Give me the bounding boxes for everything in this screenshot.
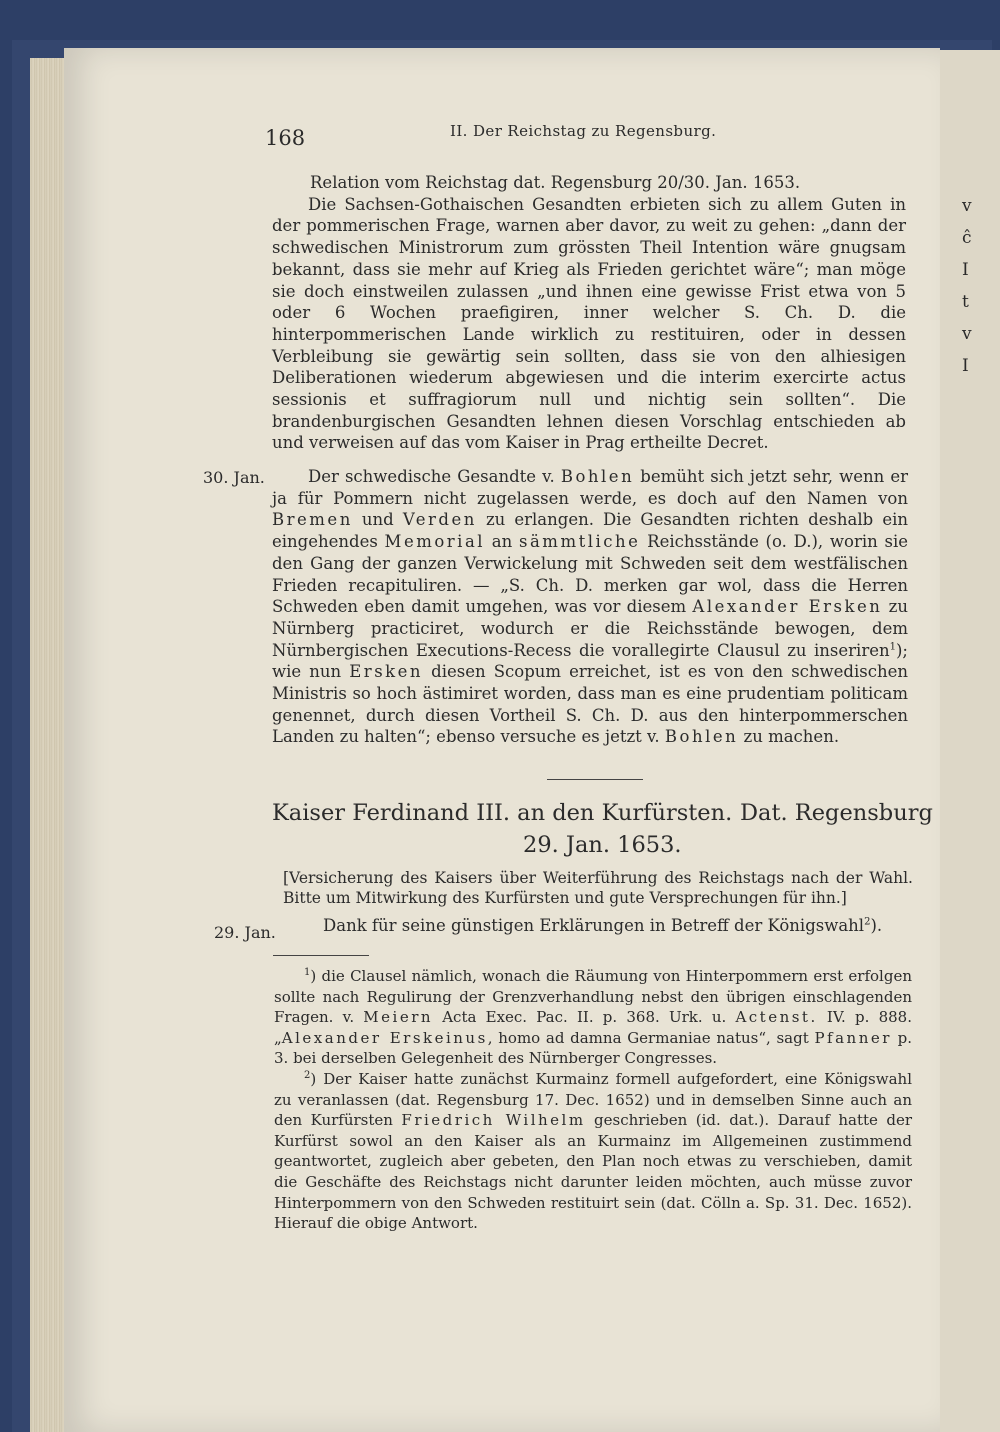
text-run: p. 3. bei derselben Gelegenheit des Nürnberger Congresses. — [274, 1028, 912, 1068]
text-run: Der schwedische Gesandte v. — [308, 467, 561, 486]
text-run: , homo ad damna Germaniae natus“, sagt — [487, 1028, 815, 1047]
text-run: zu machen. — [738, 727, 840, 747]
spaced-name: Ersken — [349, 662, 424, 682]
text-run: diesen Scopum erreichet, ist es von den schwedischen Ministris so hoch ästimiret worden, dass man es eine prudentiam politicam genennet, durch diesen Vortheil S. Ch. D. aus den hinterpommerschen Landen zu halten“; ebenso versuche es jetzt v. — [272, 662, 908, 747]
section-divider — [547, 779, 643, 780]
text-run: Reichsstände (o. D.), worin sie den Gang der ganzen Verwickelung mit Schweden seit dem westfälischen Frieden recapituliren. — „S. Ch. D. merken gar wol, dass die Herren Schweden eben damit umgehen, was vor diesem — [272, 532, 908, 617]
text-run: zu Nürnberg practiciret, wodurch er die Reichsstände bewogen, dem Nürnbergischen Executions-Recess die vorallegirte Clausul zu inseriren — [272, 597, 908, 660]
footnote-divider — [273, 955, 369, 956]
footnote-mark: 1 — [304, 967, 311, 978]
document-text — [323, 916, 882, 935]
text-run: bemüht sich jetzt sehr, wenn er ja für Pommern nicht zugelassen werde, es doch auf den Namen von — [272, 467, 909, 508]
spaced-name: Alexander Ersken — [692, 597, 883, 617]
spaced-name: Actenst. — [735, 1008, 818, 1027]
spaced-name: Pfanner — [814, 1028, 892, 1047]
jan30-section — [272, 466, 908, 748]
spaced-name: Bohlen — [560, 467, 635, 486]
spaced-name: Verden — [402, 510, 477, 530]
text-run: zu erlangen. Die Gesandten richten deshalb ein eingehendes — [272, 510, 908, 552]
document-title-dat: Dat. Regensburg — [740, 800, 933, 826]
spaced-name: Meiern — [363, 1008, 434, 1027]
spaced-name: Alexander Erskeinus — [281, 1028, 488, 1047]
next-page-fragment: t — [962, 292, 969, 312]
spaced-name: sämmtliche — [519, 532, 641, 552]
relation-text: Die Sachsen-Gothaischen Gesandten erbieten sich zu allem Guten in der pommerischen Frage, warnen aber davor, zu weit zu gehen: „dann der schwedischen Ministrorum zum grössten Theil Intention wäre gnugsam bekannt, dass sie mehr auf Krieg als Frieden gerichtet wäre“; man möge sie doch einstweilen zulassen „und ihnen eine gewisse Frist etwa von 5 oder 6 Wochen praefigiren, inner welcher S. Ch. D. die hinterpommerischen Lande wirklich zu restituiren, oder in dessen Verbleibung sie gewärtig sein sollten, dass sie von den alhiesigen Deliberationen wiederum abgewiesen und die interim exercirte actus sessionis et suffragiorum null und nichtig sein sollten“. Die brandenburgischen Gesandten lehnen diesen Vorschlag entschieden ab und verweisen auf das vom Kaiser in Prag ertheilte Decret. — [272, 194, 906, 453]
text-run: und — [352, 510, 403, 530]
text-run: ) Der Kaiser hatte zunächst Kurmainz formell aufgefordert, eine Königswahl zu veranlassen (dat. Regensburg 17. Dec. 1652) und in demselben Sinne auch an den Kurfürsten — [274, 1069, 912, 1130]
document-summary: [Versicherung des Kaisers über Weiterführung des Reichstags nach der Wahl. Bitte um Mitwirkung des Kurfürsten und gute Versprechungen für ihn.] — [283, 869, 913, 907]
running-title: II. Der Reichstag zu Regensburg. — [450, 122, 717, 140]
text-run: IV. p. 888. „ — [274, 1008, 912, 1047]
margin-date-29-jan: 29. Jan. — [214, 923, 276, 942]
spaced-name: Memorial — [384, 532, 486, 552]
document-title-line2: 29. Jan. 1653. — [523, 832, 682, 858]
text-run: geschrieben (id. dat.). Darauf hatte der Kurfürst sowol an den Kaiser als an Kurmainz im Allgemeinen zustimmend geantwortet, zugleich aber gebeten, den Plan noch etwas zu verschieben, damit die Geschäfte des Reichstags nicht darunter leiden möchten, auch müsse zuvor Hinterpommern von den Schweden restituirt sein (dat. Cölln a. Sp. 31. Dec. 1652). Hierauf die obige Antwort. — [274, 1111, 913, 1233]
jan30-paragraph — [272, 466, 908, 748]
footnote-ref: 2 — [864, 916, 871, 928]
relation-section — [272, 172, 906, 454]
footnote-1 — [274, 966, 912, 1069]
page-block-edge — [30, 58, 64, 1432]
page-number: 168 — [265, 126, 306, 150]
text-run: Dank für seine günstigen Erklärungen in Betreff der Königswahl — [323, 916, 865, 935]
text-run: an — [485, 532, 519, 552]
footnote-mark: 2 — [304, 1069, 311, 1081]
next-page-fragment: v — [962, 196, 972, 216]
document-title-line1: Kaiser Ferdinand III. an den Kurfürsten. — [272, 800, 733, 826]
text-run: ). — [870, 916, 883, 935]
next-page-fragment: I — [962, 260, 969, 280]
footnotes — [274, 966, 912, 1234]
next-page-fragment: I — [962, 356, 969, 376]
text-run: ) die Clausel nämlich, wonach die Räumung von Hinterpommern erst erfolgen sollte nach Regulirung der Grenzverhandlung nebst den übrigen einschlagenden Fragen. v. — [274, 967, 912, 1027]
margin-date-30-jan: 30. Jan. — [203, 468, 265, 487]
footnote-2 — [274, 1069, 912, 1234]
text-run: ); wie nun — [272, 640, 908, 682]
spaced-name: Bohlen — [664, 727, 739, 747]
text-run: Acta Exec. Pac. II. p. 368. Urk. u. — [433, 1008, 736, 1027]
spaced-name: Bremen — [272, 510, 353, 530]
footnote-ref: 1 — [889, 641, 896, 653]
spaced-name: Friedrich Wilhelm — [401, 1111, 586, 1130]
next-page-edge — [940, 50, 1000, 1432]
next-page-fragment: ĉ — [962, 228, 972, 248]
relation-heading: Relation vom Reichstag dat. Regensburg 20/30. Jan. 1653. — [310, 173, 801, 192]
next-page-fragment: v — [962, 324, 972, 344]
